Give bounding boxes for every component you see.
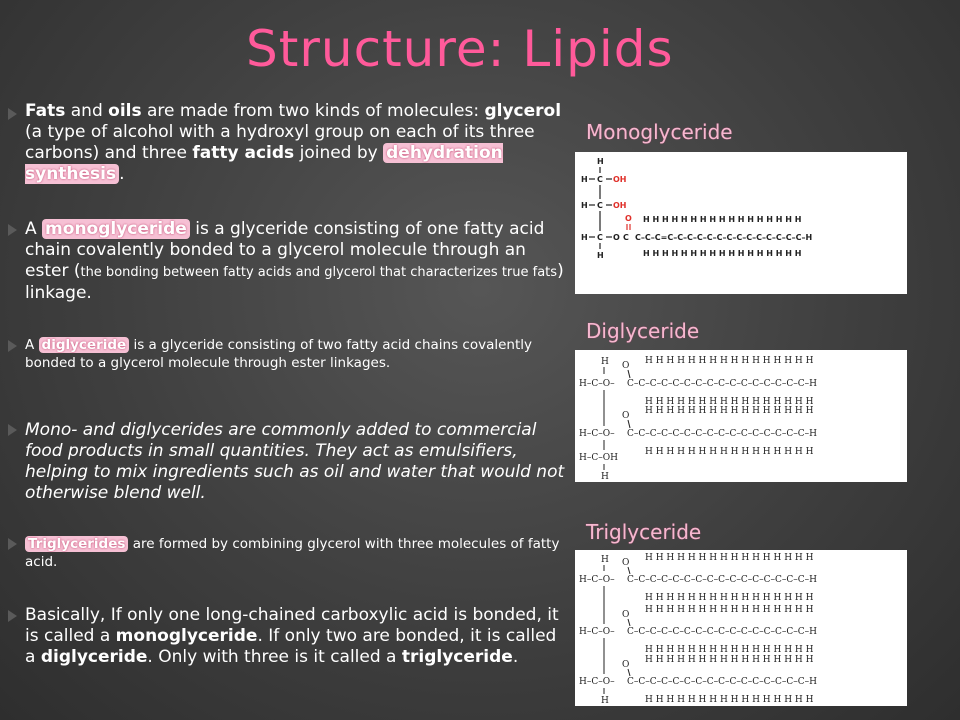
text-run: . bbox=[119, 164, 125, 184]
text-run: is a glyceride consisting of one fatty acid chain covalently bonded to a glycerol molecule through an ester ( bbox=[25, 219, 545, 281]
fatty-acid-chain: C–C–C=C–C–C–C–C–C–C–C–C–C–C–C–C–C–H bbox=[635, 233, 813, 242]
glycerol-carbon-3: H–C–O– bbox=[579, 677, 615, 687]
atom-h: H bbox=[601, 555, 609, 565]
bullet-icon bbox=[8, 224, 17, 236]
hydrogen-row-bottom: H H H H H H H H H H H H H H H H H bbox=[643, 249, 802, 258]
term-glycerol: glycerol bbox=[484, 101, 562, 121]
text-run: A bbox=[25, 337, 39, 353]
hydrogen-row-bottom: H H H H H H H H H H H H H H H H bbox=[645, 695, 814, 705]
fatty-acid-chain: C–C–C–C–C–C–C–C–C–C–C–C–C–C–C–C–H bbox=[627, 677, 818, 687]
bullet-icon bbox=[8, 108, 17, 120]
hydrogen-row-top: H H H H H H H H H H H H H H H H H bbox=[643, 215, 802, 224]
hydrogen-row-top: H H H H H H H H H H H H H H H H bbox=[645, 553, 814, 563]
hydrogen-row-bottom: H H H H H H H H H H H H H H H H bbox=[645, 447, 814, 457]
atom-c: C bbox=[597, 175, 603, 184]
fatty-acid-chain: C–C–C–C–C–C–C–C–C–C–C–C–C–C–C–C–H bbox=[627, 429, 818, 439]
hydrogen-row-top: H H H H H H H H H H H H H H H H bbox=[645, 356, 814, 366]
text-run: . If only two are bonded, it is called a bbox=[25, 626, 557, 667]
hydrogen-row-bottom: H H H H H H H H H H H H H H H H bbox=[645, 645, 814, 655]
hydrogen-row-top: H H H H H H H H H H H H H H H H bbox=[645, 406, 814, 416]
bullet-icon bbox=[8, 340, 17, 352]
fatty-acid-chain: C–C–C–C–C–C–C–C–C–C–C–C–C–C–C–C–H bbox=[627, 627, 818, 637]
carbonyl-oxygen: O bbox=[622, 610, 630, 620]
paragraph-diglyceride bbox=[25, 336, 570, 372]
glycerol-carbon-1: H–C–O– bbox=[579, 575, 615, 585]
highlight-diglyceride: diglyceride bbox=[39, 337, 130, 353]
atom-h: H bbox=[597, 251, 604, 260]
monoglyceride-structure bbox=[575, 152, 907, 294]
label-diglyceride: Diglyceride bbox=[586, 319, 700, 343]
hydroxyl-group: OH bbox=[613, 175, 627, 184]
atom-h: H bbox=[581, 175, 588, 184]
term-diglyceride: diglyceride bbox=[40, 647, 148, 667]
atom-o: O bbox=[613, 233, 620, 242]
text-run: Basically, If only one long-chained carboxylic acid is bonded, it is called a bbox=[25, 605, 559, 646]
atom-c: C bbox=[597, 233, 603, 242]
carbonyl-oxygen: O bbox=[622, 361, 630, 371]
term-monoglyceride: monoglyceride bbox=[115, 626, 258, 646]
text-run: A bbox=[25, 219, 43, 239]
glycerol-carbon-2: H–C–O– bbox=[579, 627, 615, 637]
hydrogen-row-bottom: H H H H H H H H H H H H H H H H bbox=[645, 397, 814, 407]
atom-h: H bbox=[601, 696, 609, 706]
atom-h: H bbox=[581, 233, 588, 242]
glycerol-carbon-2: H–C–O– bbox=[579, 429, 615, 439]
paragraph-emulsifiers: Mono- and diglycerides are commonly added to commercial food products in small quantities. They act as emulsifiers, helping to mix ingredients such as oil and water that would not otherwise blend well. bbox=[25, 420, 565, 503]
atom-h: H bbox=[597, 157, 604, 166]
atom-h: H bbox=[601, 357, 609, 367]
text-run: are formed by combining glycerol with three molecules of fatty acid. bbox=[25, 536, 560, 570]
highlight-triglycerides: Triglycerides bbox=[25, 536, 128, 552]
text-run: are made from two kinds of molecules: bbox=[141, 101, 485, 121]
bullet-icon bbox=[8, 424, 17, 436]
carbonyl-oxygen: O bbox=[622, 411, 630, 421]
carbonyl-oxygen: O bbox=[625, 214, 632, 223]
hydrogen-row-bottom: H H H H H H H H H H H H H H H H bbox=[645, 593, 814, 603]
highlight-monoglyceride: monoglyceride bbox=[42, 219, 190, 239]
carbonyl-oxygen: O bbox=[622, 660, 630, 670]
atom-c: C bbox=[623, 233, 629, 242]
carbonyl-oxygen: O bbox=[622, 558, 630, 568]
text-run: joined by bbox=[294, 143, 384, 163]
highlight-dehydration-synthesis: dehydration synthesis bbox=[25, 143, 503, 184]
glycerol-carbon-3: H–C–OH bbox=[579, 453, 618, 463]
diglyceride-structure bbox=[575, 350, 907, 482]
paragraph-monoglyceride bbox=[25, 219, 570, 304]
paragraph-fats-oils bbox=[25, 101, 570, 185]
page-title: Structure: Lipids bbox=[246, 20, 674, 78]
label-monoglyceride: Monoglyceride bbox=[586, 120, 733, 144]
atom-h: H bbox=[581, 201, 588, 210]
text-run: and bbox=[65, 101, 109, 121]
term-fats: Fats bbox=[25, 101, 66, 121]
paragraph-triglycerides bbox=[25, 535, 570, 571]
bullet-icon bbox=[8, 610, 17, 622]
fatty-acid-chain: C–C–C–C–C–C–C–C–C–C–C–C–C–C–C–C–H bbox=[627, 575, 818, 585]
glycerol-carbon-1: H–C–O– bbox=[579, 379, 615, 389]
term-triglyceride: triglyceride bbox=[401, 647, 513, 667]
bullet-icon bbox=[8, 538, 17, 550]
term-fatty-acids: fatty acids bbox=[192, 143, 295, 163]
atom-c: C bbox=[597, 201, 603, 210]
hydrogen-row-top: H H H H H H H H H H H H H H H H bbox=[645, 655, 814, 665]
text-run: is a glyceride consisting of two fatty acid chains covalently bonded to a glycerol molecule through ester linkages. bbox=[25, 337, 532, 371]
paragraph-summary bbox=[25, 605, 570, 668]
fatty-acid-chain: C–C–C–C–C–C–C–C–C–C–C–C–C–C–C–C–H bbox=[627, 379, 818, 389]
term-oils: oils bbox=[108, 101, 142, 121]
text-run: (a type of alcohol with a hydroxyl group on each of its three carbons) and three bbox=[25, 122, 535, 163]
label-triglyceride: Triglyceride bbox=[586, 520, 702, 544]
atom-h: H bbox=[601, 472, 609, 482]
text-run: . bbox=[512, 647, 519, 667]
text-run: . Only with three is it called a bbox=[147, 647, 402, 667]
text-run: ) linkage. bbox=[25, 261, 564, 303]
triglyceride-structure bbox=[575, 550, 907, 706]
hydroxyl-group: OH bbox=[613, 201, 627, 210]
ester-definition: the bonding between fatty acids and glycerol that characterizes true fats bbox=[80, 265, 558, 280]
hydrogen-row-top: H H H H H H H H H H H H H H H H bbox=[645, 605, 814, 615]
